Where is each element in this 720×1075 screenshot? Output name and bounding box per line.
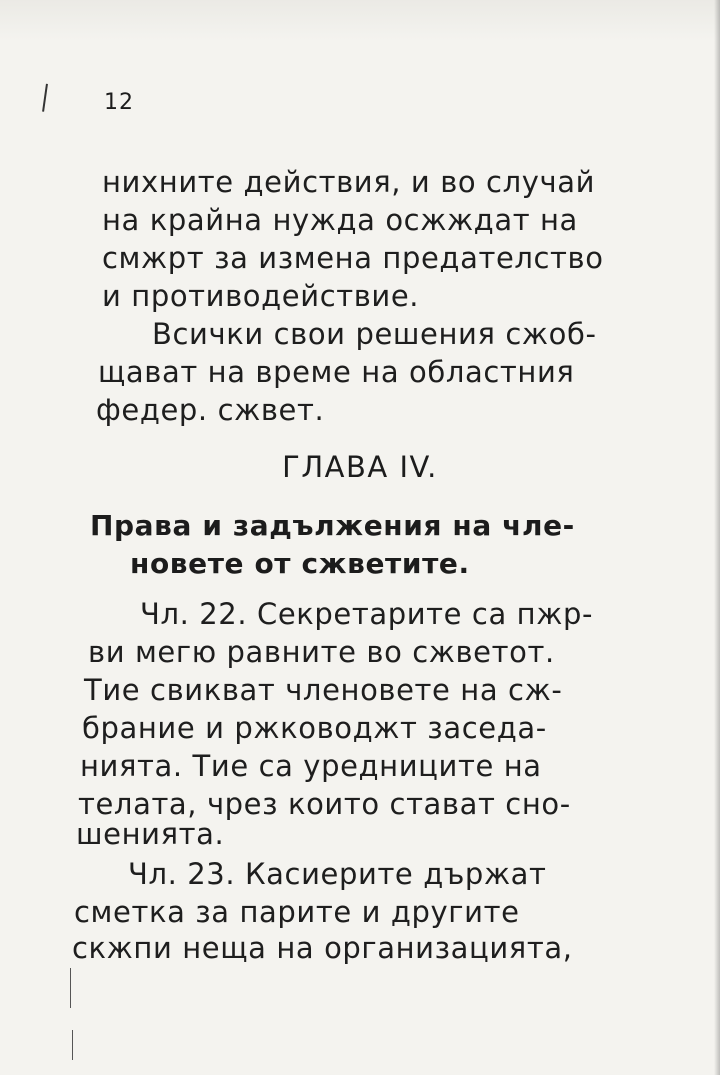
text-line: и противодействие. xyxy=(102,279,420,313)
article-23-line: Чл. 23. Касиерите държат xyxy=(128,857,547,891)
article-22-line: телата, чрез които стават сно- xyxy=(78,787,571,821)
text-line: федер. сжвет. xyxy=(96,393,325,427)
article-23-line: сметка за парите и другите xyxy=(74,895,520,929)
scan-mark xyxy=(72,1030,73,1060)
section-title-line: новете от сжветите. xyxy=(130,547,470,580)
chapter-heading: ГЛАВА IV. xyxy=(282,450,438,484)
page-number: 12 xyxy=(104,90,134,115)
article-22-line: Тие свикват членовете на сж- xyxy=(84,673,563,707)
margin-mark xyxy=(42,84,52,113)
text-line: смжрт за измена предателство xyxy=(102,241,604,275)
article-22-line: шенията. xyxy=(76,817,225,851)
text-line: щават на време на областния xyxy=(98,355,575,389)
page-shadow xyxy=(0,0,720,40)
section-title-line: Права и задължения на чле- xyxy=(90,509,575,542)
article-23-line: скжпи неща на организацията, xyxy=(72,931,573,965)
article-22-line: брание и ржководжт заседа- xyxy=(82,711,547,745)
article-22-line: ви мегю равните во сжветот. xyxy=(88,635,555,669)
scan-mark xyxy=(70,968,71,1008)
text-line: на крайна нужда осжждат на xyxy=(102,203,578,237)
article-22-line: Чл. 22. Секретарите са пжр- xyxy=(140,597,594,631)
article-22-line: нията. Тие са уредниците на xyxy=(80,749,542,783)
text-line: нихните действия, и во случай xyxy=(102,165,596,199)
page-edge xyxy=(714,0,720,1075)
text-line: Всички свои решения сжоб- xyxy=(152,317,597,351)
